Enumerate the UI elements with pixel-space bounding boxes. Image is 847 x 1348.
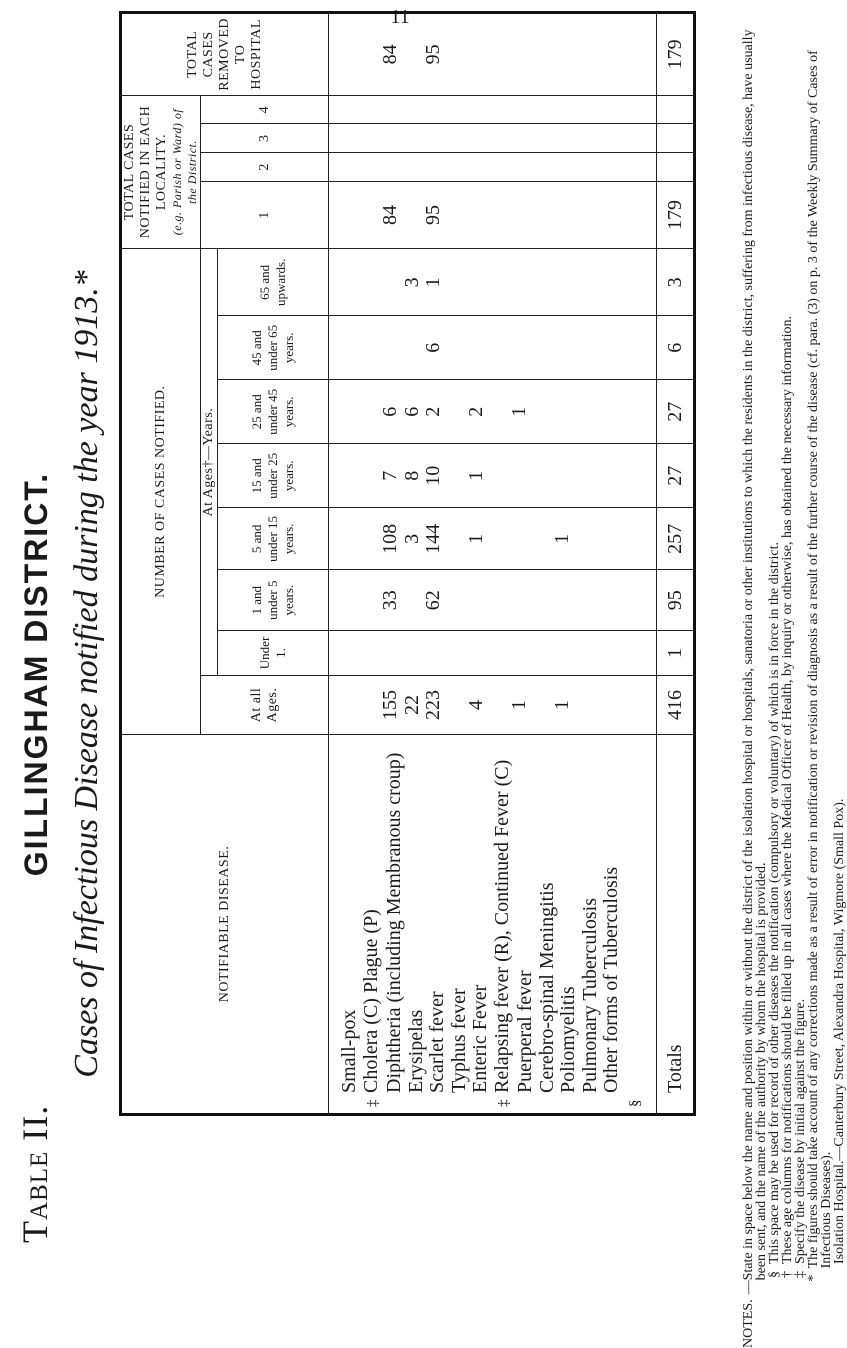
page-number: 11 [390,6,410,28]
disease-rows [329,13,657,1115]
note-line [742,0,768,1348]
disease-label: Scarlet fever [426,991,448,1093]
value-cell [574,678,596,732]
totals-age-5: 6 [657,316,695,380]
note-text: State in space below the name and position within or without the district of the isolation hospital or hospitals, sanatoria or other institutions to which the residents in the district, suffering from infectious disease, have usually been sent, and the name of the authority by whom the hospital is provided. [741,29,769,1281]
value-cell: 3 [400,277,423,288]
value-cell [445,382,467,441]
value-cell [402,184,424,247]
value-cell: 108 [379,523,401,554]
value-cell [509,573,531,628]
value-cell [488,16,510,93]
value-cell: 33 [379,590,401,611]
age-col-45-65: 45 and under 65 years. [218,316,329,380]
value-cell [509,251,531,313]
value-cell [509,633,531,673]
value-cell [488,633,510,673]
value-cell [617,633,639,673]
age-col-15-25: 15 and under 25 years. [218,444,329,508]
table-subtitle: Cases of Infectious Disease notified during the year 1913.* [68,270,105,1078]
value-cell [402,318,424,377]
value-cell [531,318,553,377]
disease-label: Typhus fever [447,988,470,1093]
value-cell: 1 [508,700,530,710]
value-cell: 1 [508,406,530,417]
value-cell: 6 [379,406,401,417]
locality-1-values [329,181,657,249]
disease-name [470,741,492,1107]
value-cell [445,633,467,673]
value-cell [488,678,510,732]
value-cell [466,573,488,628]
value-cell [574,318,596,377]
locality-col-4: 4 [201,95,329,124]
note-label [781,1278,794,1348]
removed-values [329,13,657,96]
value-cell [617,573,639,628]
value-cell [423,633,445,673]
value-cell [466,16,488,93]
all-ages-values [329,676,657,735]
locality-4-values [329,95,657,124]
value-cell: 8 [400,470,423,481]
value-cell [488,318,510,377]
disease-label: Erysipelas [404,1009,427,1093]
locality-col-2: 2 [201,153,329,182]
disease-label: Cerebro-spinal Meningitis [535,882,558,1093]
disease-mark: ‡ [364,1099,381,1107]
value-cell [574,446,596,505]
note-text: These age columns for notifications should be filled up in all cases where the Medical Officer of Health, by inquiry or otherwise, has obtained the necessary information. [780,316,795,1264]
note-label [807,1282,833,1348]
totals-locality-3 [657,124,695,153]
value-cell [552,573,574,628]
disease-header: NOTIFIABLE DISEASE. [121,735,329,1115]
value-cell [595,510,617,567]
disease-mark: ‡ [495,1099,512,1107]
value-cell [617,184,639,247]
locality-2-values [329,153,657,182]
value-cell [402,16,424,93]
totals-row [657,13,695,1115]
value-cell [552,633,574,673]
value-cell: 1 [551,700,573,710]
value-cell [488,251,510,313]
value-cell [337,16,359,93]
value-cell [574,16,596,93]
totals-age-6: 3 [657,249,695,316]
value-cell [380,633,402,673]
value-cell [466,318,488,377]
disease-label: Small-pox [338,1009,360,1093]
value-cell [445,251,467,313]
value-cell [595,446,617,505]
disease-name [427,741,449,1107]
value-cell: 6 [422,342,444,353]
note-mark: — [741,1280,756,1295]
note-label [794,1278,807,1348]
heading-line [14,0,56,1348]
value-cell [531,16,553,93]
value-cell [552,382,574,441]
age-col-65-up: 65 and upwards. [218,249,329,316]
number-header: NUMBER OF CASES NOTIFIED. [121,249,201,735]
disease-name [406,741,428,1107]
value-cell [337,446,359,505]
note-text: The figures should take account of any corrections made as a result of error in notification or revision of diagnosis as a result of the further course of the disease (cf. para. (3) on p. 3 of the Weekly Summary of Cases of Infectious Diseases). [806,50,834,1269]
disease-label: Poliomyelitis [557,986,579,1093]
age-65-up-values [329,249,657,316]
value-cell [359,318,381,377]
district-title: GILLINGHAM DISTRICT. [18,471,54,877]
value-cell: 155 [379,690,401,720]
note-mark: § [767,1271,782,1278]
value-cell [445,446,467,505]
totals-age-1: 95 [657,570,695,630]
locality-header [121,95,201,249]
removed-header: TOTAL CASES REMOVED TO HOSPITAL [121,13,329,96]
value-cell [445,318,467,377]
value-cell: 22 [400,695,423,715]
value-cell: 6 [400,406,423,417]
value-cell: 1 [422,277,444,288]
locality-header-sub: (e.g. Parish or Ward) of the District. [170,108,199,236]
value-cell [337,573,359,628]
value-cell [509,184,531,247]
note-mark: ‡ [793,1271,808,1278]
note-label: NOTES. [741,1299,756,1348]
value-cell [531,678,553,732]
value-cell [595,382,617,441]
locality-header-title: TOTAL CASES NOTIFIED IN EACH LOCALITY. [122,105,169,239]
age-15-25-values [329,444,657,508]
value-cell [552,446,574,505]
value-cell [617,318,639,377]
value-cell [509,446,531,505]
totals-all: 416 [657,676,695,735]
disease-table [119,11,696,1116]
value-cell: 1 [465,470,487,481]
value-cell [337,382,359,441]
value-cell [466,633,488,673]
table-label: Table II. [15,1104,55,1243]
disease-name [515,741,537,1107]
disease-names [329,735,657,1115]
value-cell [552,318,574,377]
value-cell [574,251,596,313]
note-mark [833,1264,846,1278]
value-cell [337,251,359,313]
value-cell: 62 [422,590,444,611]
note-label [833,1278,846,1348]
value-cell [337,184,359,247]
disease-name [623,741,647,1107]
value-cell [595,184,617,247]
ages-group-header: At Ages†—Years. [201,249,218,676]
value-cell [552,251,574,313]
value-cell [552,16,574,93]
value-cell [531,251,553,313]
note-line [807,0,833,1348]
value-cell [359,678,381,732]
totals-age-4: 27 [657,380,695,444]
locality-3-values [329,124,657,153]
disease-name [537,741,559,1107]
disease-name [601,741,623,1107]
totals-locality-1: 179 [657,181,695,249]
value-cell [531,446,553,505]
value-cell [380,318,402,377]
note-mark: * [806,1274,821,1282]
value-cell: 144 [422,523,444,554]
value-cell [617,251,639,313]
age-under-1-values [329,630,657,675]
value-cell: 10 [422,465,444,486]
value-cell [617,678,639,732]
disease-label: Pulmonary Tuberculosis [578,897,601,1093]
value-cell [595,678,617,732]
age-1-5-values [329,570,657,630]
value-cell [595,318,617,377]
value-cell: 2 [422,406,444,417]
totals-age-0: 1 [657,630,695,675]
value-cell [552,184,574,247]
value-cell [359,446,381,505]
value-cell [617,510,639,567]
disease-mark: § [626,1099,643,1107]
disease-label: Relapsing fever (R), Continued Fever (C) [490,759,513,1093]
value-cell [445,510,467,567]
value-cell [337,678,359,732]
totals-age-2: 257 [657,508,695,570]
note-line [833,0,846,1348]
value-cell [466,184,488,247]
value-cell [531,573,553,628]
value-cell [359,251,381,313]
disease-name [492,741,516,1107]
value-cell [531,184,553,247]
value-cell: 3 [400,533,423,544]
value-cell [380,251,402,313]
value-cell [617,382,639,441]
value-cell [337,318,359,377]
value-cell: 84 [379,205,401,226]
disease-name [449,741,471,1107]
value-cell: 95 [422,205,444,226]
value-cell [531,633,553,673]
age-col-1-5: 1 and under 5 years. [218,570,329,630]
value-cell [488,510,510,567]
value-cell: 223 [422,690,444,720]
age-col-5-15: 5 and under 15 years. [218,508,329,570]
value-cell [488,184,510,247]
totals-locality-2 [657,153,695,182]
value-cell [509,510,531,567]
value-cell [574,573,596,628]
disease-label: Cholera (C) Plague (P) [359,909,382,1093]
value-cell [359,510,381,567]
value-cell: 95 [422,44,444,65]
age-25-45-values [329,380,657,444]
locality-col-3: 3 [201,124,329,153]
value-cell [531,382,553,441]
disease-name [361,741,385,1107]
totals-locality-4 [657,95,695,124]
disease-label: Other forms of Tuberculosis [600,866,622,1093]
notes-block [742,0,846,1348]
value-cell [574,382,596,441]
disease-name [339,741,361,1107]
value-cell [574,510,596,567]
value-cell: 1 [551,533,573,544]
totals-age-3: 27 [657,444,695,508]
value-cell [595,633,617,673]
value-cell [595,573,617,628]
value-cell: 84 [379,44,401,65]
totals-removed: 179 [657,13,695,96]
value-cell [402,573,424,628]
disease-name [558,741,580,1107]
age-col-under-1: Under 1. [218,630,329,675]
value-cell [617,16,639,93]
value-cell [445,16,467,93]
value-cell [488,446,510,505]
age-col-25-45: 25 and under 45 years. [218,380,329,444]
value-cell: 7 [379,470,401,481]
note-label [768,1278,781,1348]
value-cell [617,446,639,505]
value-cell [509,318,531,377]
value-cell [359,573,381,628]
value-cell [595,251,617,313]
age-5-15-values [329,508,657,570]
value-cell [445,184,467,247]
value-cell [531,510,553,567]
note-mark: † [780,1271,795,1278]
all-ages-header: At all Ages. [201,676,329,735]
value-cell [509,16,531,93]
value-cell [445,573,467,628]
value-cell: 1 [465,533,487,544]
note-text: Specify the disease by initial against the figure. [793,998,808,1264]
value-cell [359,184,381,247]
disease-label: Enteric Fever [469,984,491,1093]
disease-name [580,741,602,1107]
value-cell [445,678,467,732]
age-45-65-values [329,316,657,380]
value-cell [574,633,596,673]
value-cell: 4 [465,700,487,710]
value-cell [337,510,359,567]
value-cell [359,16,381,93]
value-cell [574,184,596,247]
totals-label: Totals [657,735,695,1115]
note-text: This space may be used for record of other diseases the notification (compulsory or voluntary) of which is in force in the district. [767,542,782,1264]
value-cell [402,633,424,673]
disease-label: Diphtheria (including Membranous croup) [383,752,405,1093]
value-cell: 2 [465,406,487,417]
locality-col-1: 1 [201,181,329,249]
value-cell [359,633,381,673]
value-cell [488,573,510,628]
value-cell [466,251,488,313]
disease-label: Puerperal fever [514,970,536,1093]
value-cell [337,633,359,673]
note-text: Isolation Hospital.—Canterbury Street, Alexandra Hospital, Wigmore (Small Pox). [832,798,847,1264]
disease-name [384,741,406,1107]
value-cell [359,382,381,441]
value-cell [595,16,617,93]
value-cell [488,382,510,441]
